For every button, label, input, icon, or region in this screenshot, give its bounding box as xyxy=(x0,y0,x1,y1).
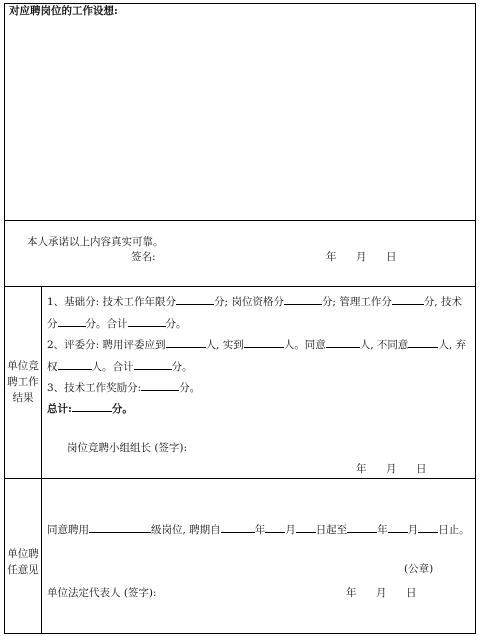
appointment-seal: (公章) xyxy=(404,563,434,575)
blank-field[interactable] xyxy=(72,400,112,412)
row-divider-2 xyxy=(4,286,475,287)
appoint-text-e: 日起至 xyxy=(315,524,348,536)
blank-field[interactable] xyxy=(134,358,172,370)
appointment-label xyxy=(5,546,41,578)
table-border-left xyxy=(4,3,5,634)
pledge-date-day: 日 xyxy=(386,251,397,263)
item2-text-c: 人。同意 xyxy=(283,339,326,351)
appoint-text-c: 年 xyxy=(254,524,266,536)
blank-field[interactable] xyxy=(265,521,285,533)
result-label xyxy=(5,358,41,406)
blank-field[interactable] xyxy=(392,293,424,305)
appointment-date-month: 月 xyxy=(376,587,387,599)
appointment-rep-sign: 单位法定代表人 (签字): xyxy=(47,587,157,599)
blank-field[interactable] xyxy=(326,336,360,348)
item2-text-h: 分。 xyxy=(171,361,193,373)
appoint-text-h: 日止。 xyxy=(438,524,470,536)
appoint-text-a: 同意聘用 xyxy=(47,524,89,536)
item1-text-e: 分 xyxy=(47,318,58,330)
item3-text-b: 分。 xyxy=(179,382,201,394)
blank-field[interactable] xyxy=(244,336,284,348)
appointment-date-year: 年 xyxy=(346,587,357,599)
item2-text-d: 人, 不同意 xyxy=(359,339,409,351)
pledge-sign-label: 签名: xyxy=(131,251,156,263)
appointment-label-line-1: 单位聘 xyxy=(7,548,39,560)
result-date-year: 年 xyxy=(356,463,367,475)
row-divider-3 xyxy=(4,478,475,479)
result-total xyxy=(47,400,133,416)
blank-field[interactable] xyxy=(128,315,166,327)
table-border-bottom xyxy=(4,633,475,634)
total-text-b: 分。 xyxy=(111,403,133,415)
work-plan-title: 对应聘岗位的工作设想: xyxy=(9,5,118,17)
blank-field[interactable] xyxy=(284,293,322,305)
blank-field[interactable] xyxy=(176,293,214,305)
result-leader-sign: 岗位竞聘小组组长 (签字): xyxy=(67,442,188,454)
blank-field[interactable] xyxy=(418,521,438,533)
item2-text-e: 人, 弃 xyxy=(438,339,467,351)
pledge-statement: 本人承诺以上内容真实可靠。 xyxy=(27,236,164,248)
item1-text-b: 分; 岗位资格分 xyxy=(214,296,284,308)
row-divider-1 xyxy=(4,220,475,221)
result-item3 xyxy=(47,379,200,395)
blank-field[interactable] xyxy=(58,358,92,370)
item3-text-a: 3、技术工作奖励分: xyxy=(47,382,142,394)
item2-text-a: 2、评委分: 聘用评委应到 xyxy=(47,339,166,351)
result-date-month: 月 xyxy=(386,463,397,475)
result-item1-line2 xyxy=(47,315,187,331)
item1-text-f: 分。合计 xyxy=(85,318,128,330)
appoint-text-f: 年 xyxy=(377,524,388,536)
table-border-right xyxy=(475,3,476,634)
item1-text-c: 分; 管理工作分 xyxy=(321,296,392,308)
result-date-day: 日 xyxy=(416,463,427,475)
blank-field[interactable] xyxy=(347,521,377,533)
label-column-divider xyxy=(41,286,42,634)
appointment-label-line-2: 任意见 xyxy=(7,564,39,576)
blank-field[interactable] xyxy=(221,521,255,533)
blank-field[interactable] xyxy=(89,521,151,533)
item1-text-d: 分, 技术 xyxy=(423,296,462,308)
appoint-text-g: 月 xyxy=(407,524,419,536)
result-item1-line1 xyxy=(47,293,462,309)
pledge-date-year: 年 xyxy=(326,251,337,263)
appointment-statement xyxy=(47,521,470,537)
result-item2-line1 xyxy=(47,336,466,352)
item1-text-g: 分。 xyxy=(165,318,187,330)
appointment-date-day: 日 xyxy=(406,587,417,599)
result-label-line-2: 聘工作 xyxy=(7,376,39,388)
pledge-date-month: 月 xyxy=(356,251,367,263)
result-label-line-1: 单位竞 xyxy=(7,360,39,372)
item1-text-a: 1、基础分: 技术工作年限分 xyxy=(47,296,177,308)
blank-field[interactable] xyxy=(166,336,206,348)
item2-text-f: 权 xyxy=(47,361,58,373)
blank-field[interactable] xyxy=(408,336,438,348)
blank-field[interactable] xyxy=(141,379,179,391)
blank-field[interactable] xyxy=(296,521,316,533)
blank-field[interactable] xyxy=(58,315,86,327)
blank-field[interactable] xyxy=(388,521,408,533)
result-item2-line2 xyxy=(47,358,193,374)
result-label-line-3: 结果 xyxy=(12,392,34,404)
appoint-text-d: 月 xyxy=(285,524,296,536)
item2-text-g: 人。合计 xyxy=(91,361,134,373)
item2-text-b: 人, 实到 xyxy=(205,339,244,351)
total-text-a: 总计: xyxy=(47,403,72,415)
appoint-text-b: 级岗位, 聘期自 xyxy=(151,524,221,536)
